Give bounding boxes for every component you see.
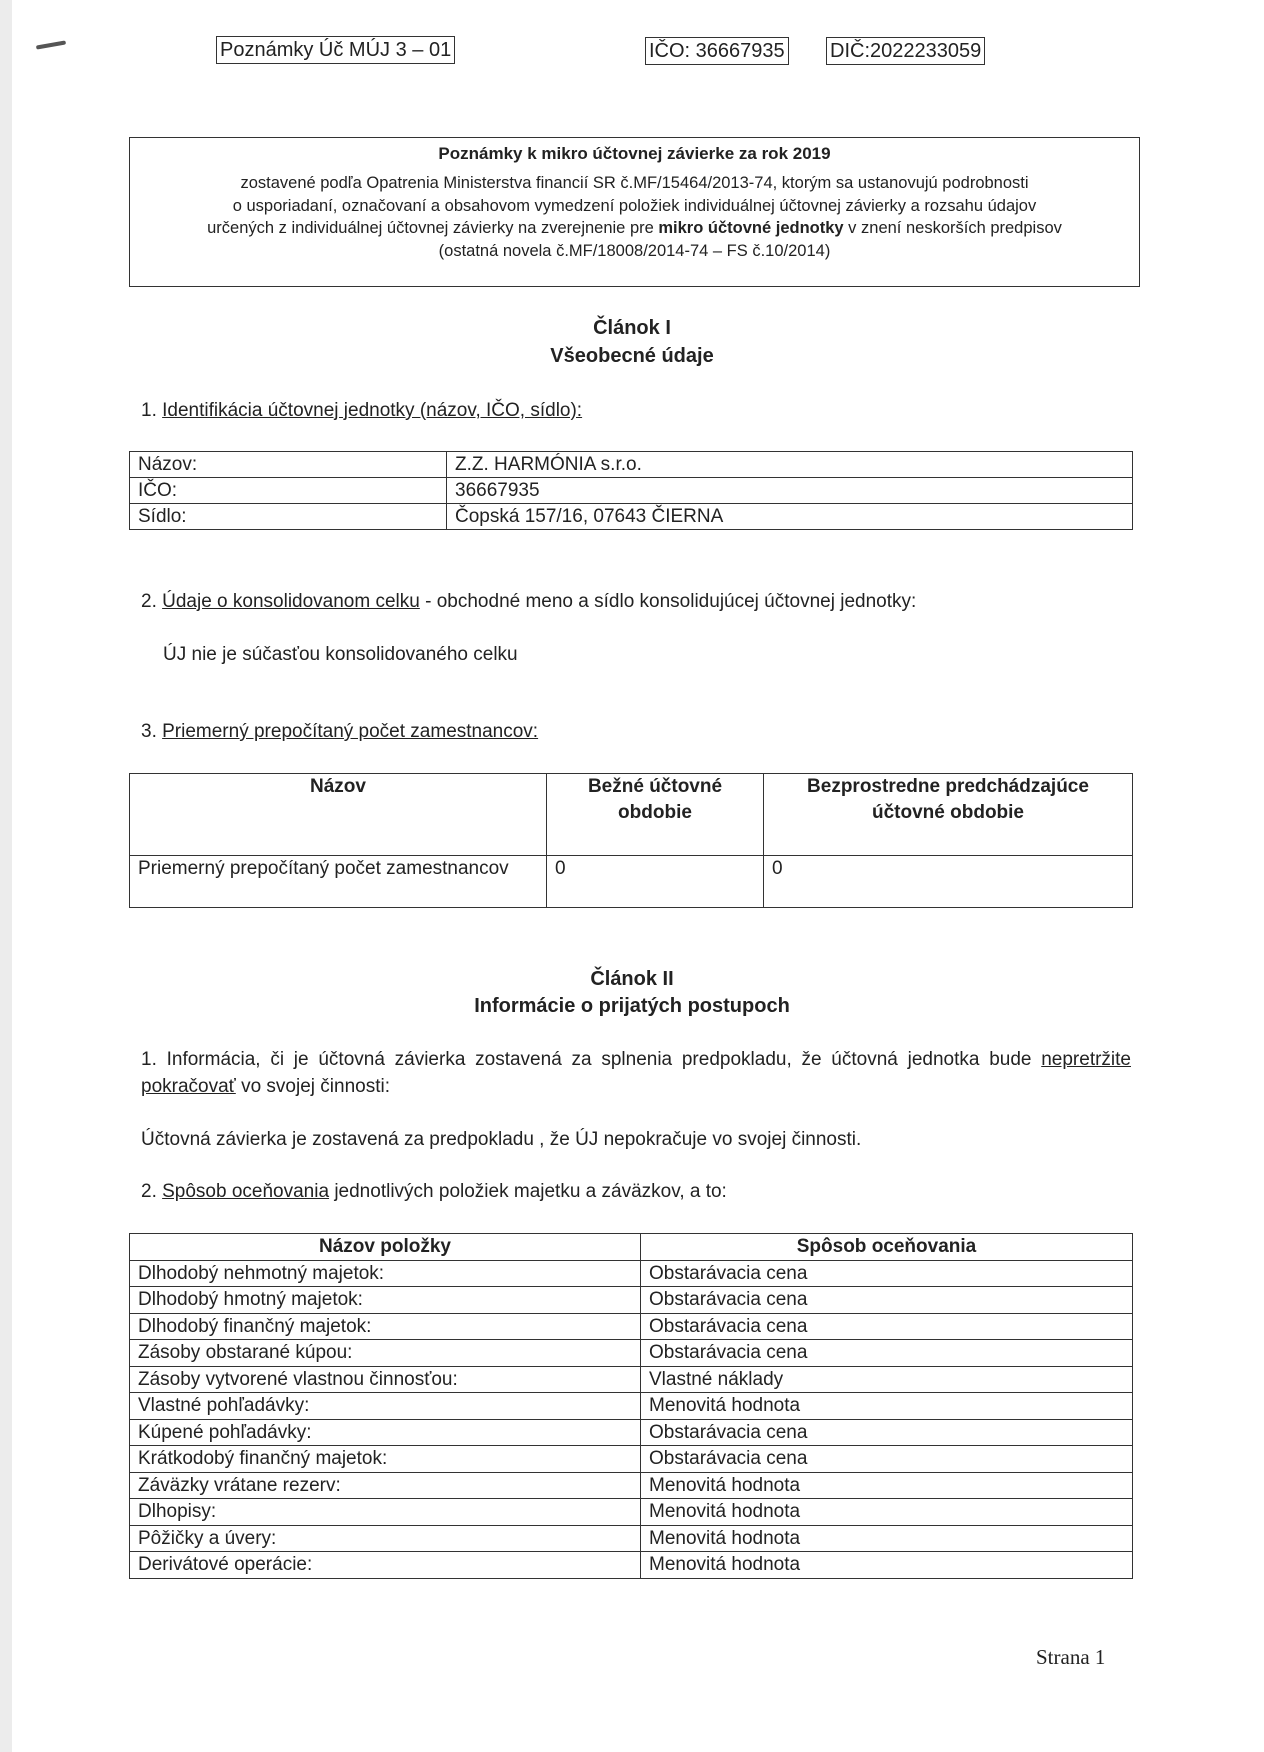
table-row [130,1234,1133,1261]
scan-edge [0,0,12,1752]
table-row [130,856,1133,908]
table-header-cell: Názov položky [130,1234,641,1261]
table-row [130,1446,1133,1473]
table-cell: Čopská 157/16, 07643 ČIERNA [447,504,1133,530]
table-cell: Menovitá hodnota [641,1472,1133,1499]
table-cell: Obstarávacia cena [641,1446,1133,1473]
ico-box: IČO: 36667935 [645,37,789,65]
table-cell: Obstarávacia cena [641,1340,1133,1367]
table-row [130,1313,1133,1340]
document-title: Poznámky k mikro účtovnej závierke za rok 2019 [438,144,831,163]
item3-label: 3. Priemerný prepočítaný počet zamestnancov: [141,721,539,742]
identification-table [129,451,1133,530]
page-number: Strana 1 [1036,1645,1106,1669]
item2-label: 2. Údaje o konsolidovanom celku - obchodné meno a sídlo konsolidujúcej účtovnej jednotky: [141,591,917,612]
table-cell: Dlhodobý hmotný majetok: [130,1287,641,1314]
table-cell: Krátkodobý finančný majetok: [130,1446,641,1473]
table-cell: Zásoby obstarané kúpou: [130,1340,641,1367]
table-row [130,1393,1133,1420]
table-row [130,1340,1133,1367]
intro-box [129,137,1140,287]
table-row [130,504,1133,530]
table-row [130,1472,1133,1499]
table-cell: Obstarávacia cena [641,1287,1133,1314]
table-cell: Priemerný prepočítaný počet zamestnancov [130,856,547,908]
going-concern-answer: Účtovná závierka je zostavená za predpokladu , že ÚJ nepokračuje vo svojej činnosti. [141,1129,862,1150]
table-cell: Sídlo: [130,504,447,530]
table-cell: Obstarávacia cena [641,1313,1133,1340]
table-cell: Menovitá hodnota [641,1552,1133,1579]
table-cell: IČO: [130,478,447,504]
table-cell: Obstarávacia cena [641,1260,1133,1287]
table-row [130,1525,1133,1552]
table-cell: Z.Z. HARMÓNIA s.r.o. [447,452,1133,478]
table-row [130,1499,1133,1526]
table-cell: Pôžičky a úvery: [130,1525,641,1552]
table-header-cell: Názov [130,774,547,856]
article1-heading: Článok I [593,317,671,339]
article1-subheading: Všeobecné údaje [550,345,714,367]
table-cell: 0 [764,856,1133,908]
table-cell: Kúpené pohľadávky: [130,1419,641,1446]
table-cell: Dlhopisy: [130,1499,641,1526]
table-cell: Derivátové operácie: [130,1552,641,1579]
valuation-table [129,1233,1133,1579]
doc-code-box: Poznámky Úč MÚJ 3 – 01 [216,36,455,64]
table-header-cell: Bežné účtovné obdobie [547,774,764,856]
table-cell: Menovitá hodnota [641,1499,1133,1526]
table-row [130,1552,1133,1579]
table-cell: Menovitá hodnota [641,1525,1133,1552]
item1-label: 1. Identifikácia účtovnej jednotky (názov, IČO, sídlo): [141,400,583,421]
table-cell: 0 [547,856,764,908]
table-row [130,774,1133,856]
consolidation-answer: ÚJ nie je súčasťou konsolidovaného celku [163,644,518,665]
table-cell: Dlhodobý finančný majetok: [130,1313,641,1340]
table-row [130,478,1133,504]
table-cell: Zásoby vytvorené vlastnou činnosťou: [130,1366,641,1393]
table-row [130,452,1133,478]
table-cell: Vlastné pohľadávky: [130,1393,641,1420]
table-cell: Záväzky vrátane rezerv: [130,1472,641,1499]
table-row [130,1260,1133,1287]
table-cell: Obstarávacia cena [641,1419,1133,1446]
article2-item1: 1. Informácia, či je účtovná závierka zostavená za splnenia predpokladu, že účtovná jednotka bude nepretržite pokračovať vo svojej činnosti: [141,1049,1131,1097]
table-header-cell: Spôsob oceňovania [641,1234,1133,1261]
table-cell: 36667935 [447,478,1133,504]
article2-heading: Článok II [590,968,674,990]
table-header-cell: Bezprostredne predchádzajúce účtovné obdobie [764,774,1133,856]
table-cell: Názov: [130,452,447,478]
table-row [130,1419,1133,1446]
intro-text: zostavené podľa Opatrenia Ministerstva financií SR č.MF/15464/2013-74, ktorým sa ustanovujú podrobnosti o usporiadaní, označovaní a obsahovom vymedzení položiek individuálnej účtovnej závierky a rozsahu údajov určených z individuálnej účtovnej závierky na zverejnenie pre mikro účtovné jednotky v znení neskorších predpisov (ostatná novela č.MF/18008/2014-74 – FS č.10/2014) [207,174,1062,260]
dic-box: DIČ:2022233059 [826,37,985,65]
table-cell: Menovitá hodnota [641,1393,1133,1420]
table-cell: Vlastné náklady [641,1366,1133,1393]
article2-item2: 2. Spôsob oceňovania jednotlivých položiek majetku a záväzkov, a to: [141,1181,727,1202]
pen-mark [36,40,66,49]
table-cell: Dlhodobý nehmotný majetok: [130,1260,641,1287]
table-row [130,1366,1133,1393]
table-row [130,1287,1133,1314]
article2-subheading: Informácie o prijatých postupoch [474,995,790,1017]
employees-table [129,773,1133,908]
